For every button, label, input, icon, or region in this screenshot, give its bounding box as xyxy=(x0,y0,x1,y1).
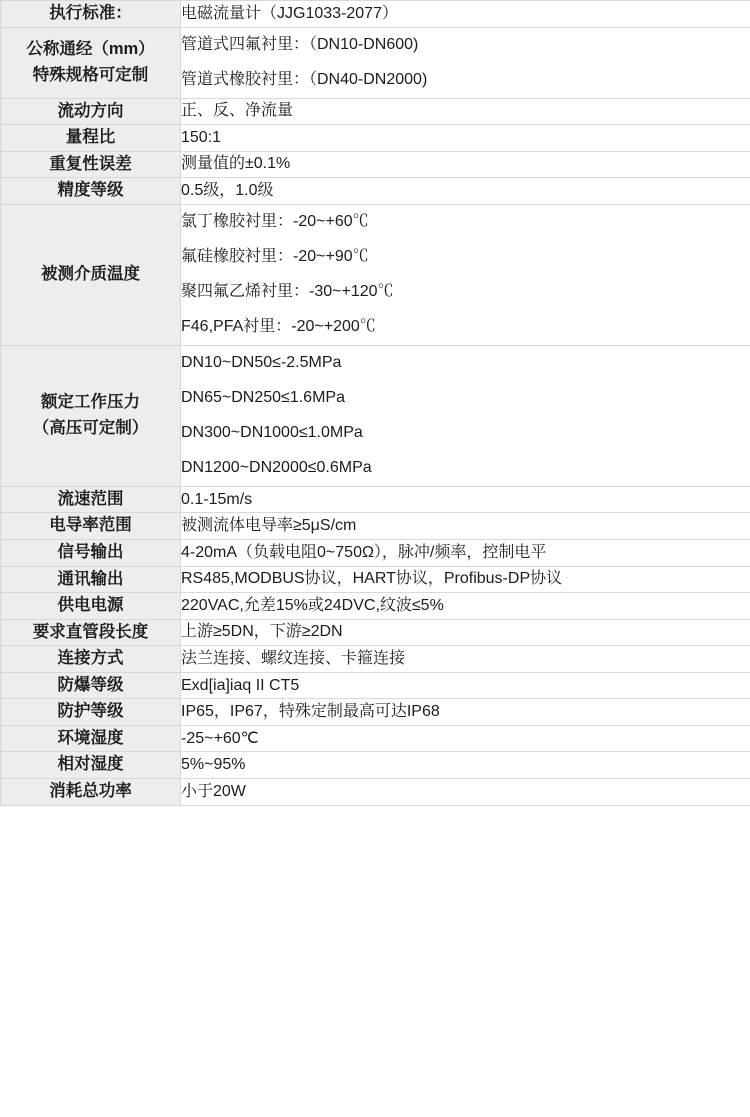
row-value-line: 0.5级，1.0级 xyxy=(181,182,274,200)
row-value-line: IP65，IP67，特殊定制最高可达IP68 xyxy=(181,703,440,721)
row-label-cell xyxy=(1,1,181,28)
row-label-line: 额定工作压力 xyxy=(41,393,140,412)
row-value-line: RS485,MODBUS协议，HART协议，Profibus-DP协议 xyxy=(181,570,563,588)
row-label-line: 公称通经（mm） xyxy=(26,40,155,58)
row-label-line: 防爆等级 xyxy=(57,675,124,694)
row-label-cell xyxy=(1,619,181,646)
row-value-line: 150:1 xyxy=(181,128,222,146)
row-label-cell xyxy=(1,513,181,540)
row-value-cell xyxy=(181,125,750,152)
table-row xyxy=(1,98,750,125)
row-label-line: 重复性误差 xyxy=(49,154,132,173)
row-value-line: Exd[ia]iaq II CT5 xyxy=(181,676,300,694)
row-label-cell xyxy=(1,699,181,726)
row-label-line: 量程比 xyxy=(65,128,116,147)
table-row xyxy=(1,646,750,673)
row-value-cell xyxy=(181,672,750,699)
table-row xyxy=(1,151,750,178)
row-value-cell xyxy=(181,539,750,566)
row-label-cell xyxy=(1,593,181,620)
row-label-cell xyxy=(1,27,181,98)
table-row xyxy=(1,539,750,566)
row-value-line: DN65~DN250≤1.6MPa xyxy=(181,389,345,407)
row-value-cell xyxy=(181,345,750,486)
row-value-cell xyxy=(181,204,750,345)
row-label-line: （高压可定制） xyxy=(32,418,149,437)
row-value-cell xyxy=(181,151,750,178)
row-value-line: F46,PFA衬里：-20~+200℃ xyxy=(181,318,376,336)
row-label-cell xyxy=(1,566,181,593)
row-label-line: 消耗总功率 xyxy=(49,782,132,800)
row-value-cell xyxy=(181,619,750,646)
row-value-cell xyxy=(181,699,750,726)
row-value-line: 管道式橡胶衬里：（DN40-DN2000) xyxy=(181,71,428,89)
specification-table-body xyxy=(1,1,750,806)
table-row xyxy=(1,593,750,620)
row-value-line: 氯丁橡胶衬里：-20~+60℃ xyxy=(181,213,369,231)
table-row xyxy=(1,619,750,646)
row-label-cell xyxy=(1,125,181,152)
row-value-line: 220VAC,允差15%或24DVC,纹波≤5% xyxy=(181,596,444,614)
table-row xyxy=(1,699,750,726)
row-label-cell xyxy=(1,725,181,752)
row-value-cell xyxy=(181,646,750,673)
row-value-line: 被测流体电导率≥5μS/cm xyxy=(181,517,357,535)
row-label-cell xyxy=(1,646,181,673)
table-row xyxy=(1,752,750,779)
row-value-line: 聚四氟乙烯衬里：-30~+120℃ xyxy=(181,283,394,301)
row-label-cell xyxy=(1,98,181,125)
row-value-cell xyxy=(181,593,750,620)
row-value-line: 法兰连接、螺纹连接、卡箍连接 xyxy=(181,649,406,667)
row-label-cell xyxy=(1,151,181,178)
row-value-cell xyxy=(181,513,750,540)
table-row xyxy=(1,513,750,540)
row-value-line: 测量值的±0.1% xyxy=(181,155,291,173)
row-label-line: 流速范围 xyxy=(57,489,124,508)
row-label-line: 流动方向 xyxy=(57,101,124,120)
table-row xyxy=(1,204,750,345)
row-value-line: 管道式四氟衬里：（DN10-DN600) xyxy=(181,36,419,54)
row-value-cell xyxy=(181,27,750,98)
row-value-line: -25~+60℃ xyxy=(181,729,259,747)
row-label-cell xyxy=(1,672,181,699)
row-value-cell xyxy=(181,178,750,205)
row-label-cell xyxy=(1,204,181,345)
row-label-line: 供电电源 xyxy=(57,596,124,615)
row-label-line: 执行标准： xyxy=(49,4,132,22)
row-label-line: 特殊规格可定制 xyxy=(32,65,149,84)
table-row xyxy=(1,178,750,205)
table-row xyxy=(1,125,750,152)
row-label-line: 精度等级 xyxy=(57,181,124,200)
row-label-cell xyxy=(1,752,181,779)
row-value-line: 正、反、净流量 xyxy=(181,102,294,120)
row-value-line: 4-20mA（负载电阻0~750Ω），脉冲/频率，控制电平 xyxy=(181,543,547,561)
row-value-cell xyxy=(181,98,750,125)
table-row xyxy=(1,345,750,486)
row-value-line: DN10~DN50≤-2.5MPa xyxy=(181,354,342,372)
row-value-cell xyxy=(181,752,750,779)
row-label-line: 相对湿度 xyxy=(57,755,124,774)
row-value-cell xyxy=(181,725,750,752)
row-label-line: 要求直管段长度 xyxy=(32,622,149,641)
row-value-cell xyxy=(181,566,750,593)
row-value-line: 氟硅橡胶衬里：-20~+90℃ xyxy=(181,248,369,266)
row-value-line: 5%~95% xyxy=(181,756,246,774)
row-value-line: 上游≥5DN，下游≥2DN xyxy=(181,623,343,641)
row-label-cell xyxy=(1,779,181,806)
row-label-line: 环境湿度 xyxy=(57,728,124,747)
table-row xyxy=(1,566,750,593)
table-row xyxy=(1,486,750,513)
row-label-line: 通讯输出 xyxy=(57,569,124,588)
row-value-line: 0.1-15m/s xyxy=(181,490,253,508)
row-label-line: 电导率范围 xyxy=(49,516,132,535)
row-label-line: 被测介质温度 xyxy=(41,265,140,284)
row-label-cell xyxy=(1,539,181,566)
row-value-cell xyxy=(181,779,750,806)
row-label-line: 信号输出 xyxy=(57,542,124,561)
table-row xyxy=(1,27,750,98)
row-value-cell xyxy=(181,486,750,513)
table-row xyxy=(1,779,750,806)
row-value-line: DN300~DN1000≤1.0MPa xyxy=(181,424,363,442)
table-row xyxy=(1,672,750,699)
row-label-cell xyxy=(1,345,181,486)
table-row xyxy=(1,725,750,752)
row-value-line: DN1200~DN2000≤0.6MPa xyxy=(181,459,372,477)
row-label-cell xyxy=(1,486,181,513)
row-value-line: 小于20W xyxy=(181,782,246,800)
row-label-line: 连接方式 xyxy=(57,649,124,668)
table-row xyxy=(1,1,750,28)
row-value-cell xyxy=(181,1,750,28)
row-value-line: 电磁流量计（JJG1033-2077） xyxy=(181,4,398,22)
row-label-cell xyxy=(1,178,181,205)
row-label-line: 防护等级 xyxy=(57,702,124,721)
